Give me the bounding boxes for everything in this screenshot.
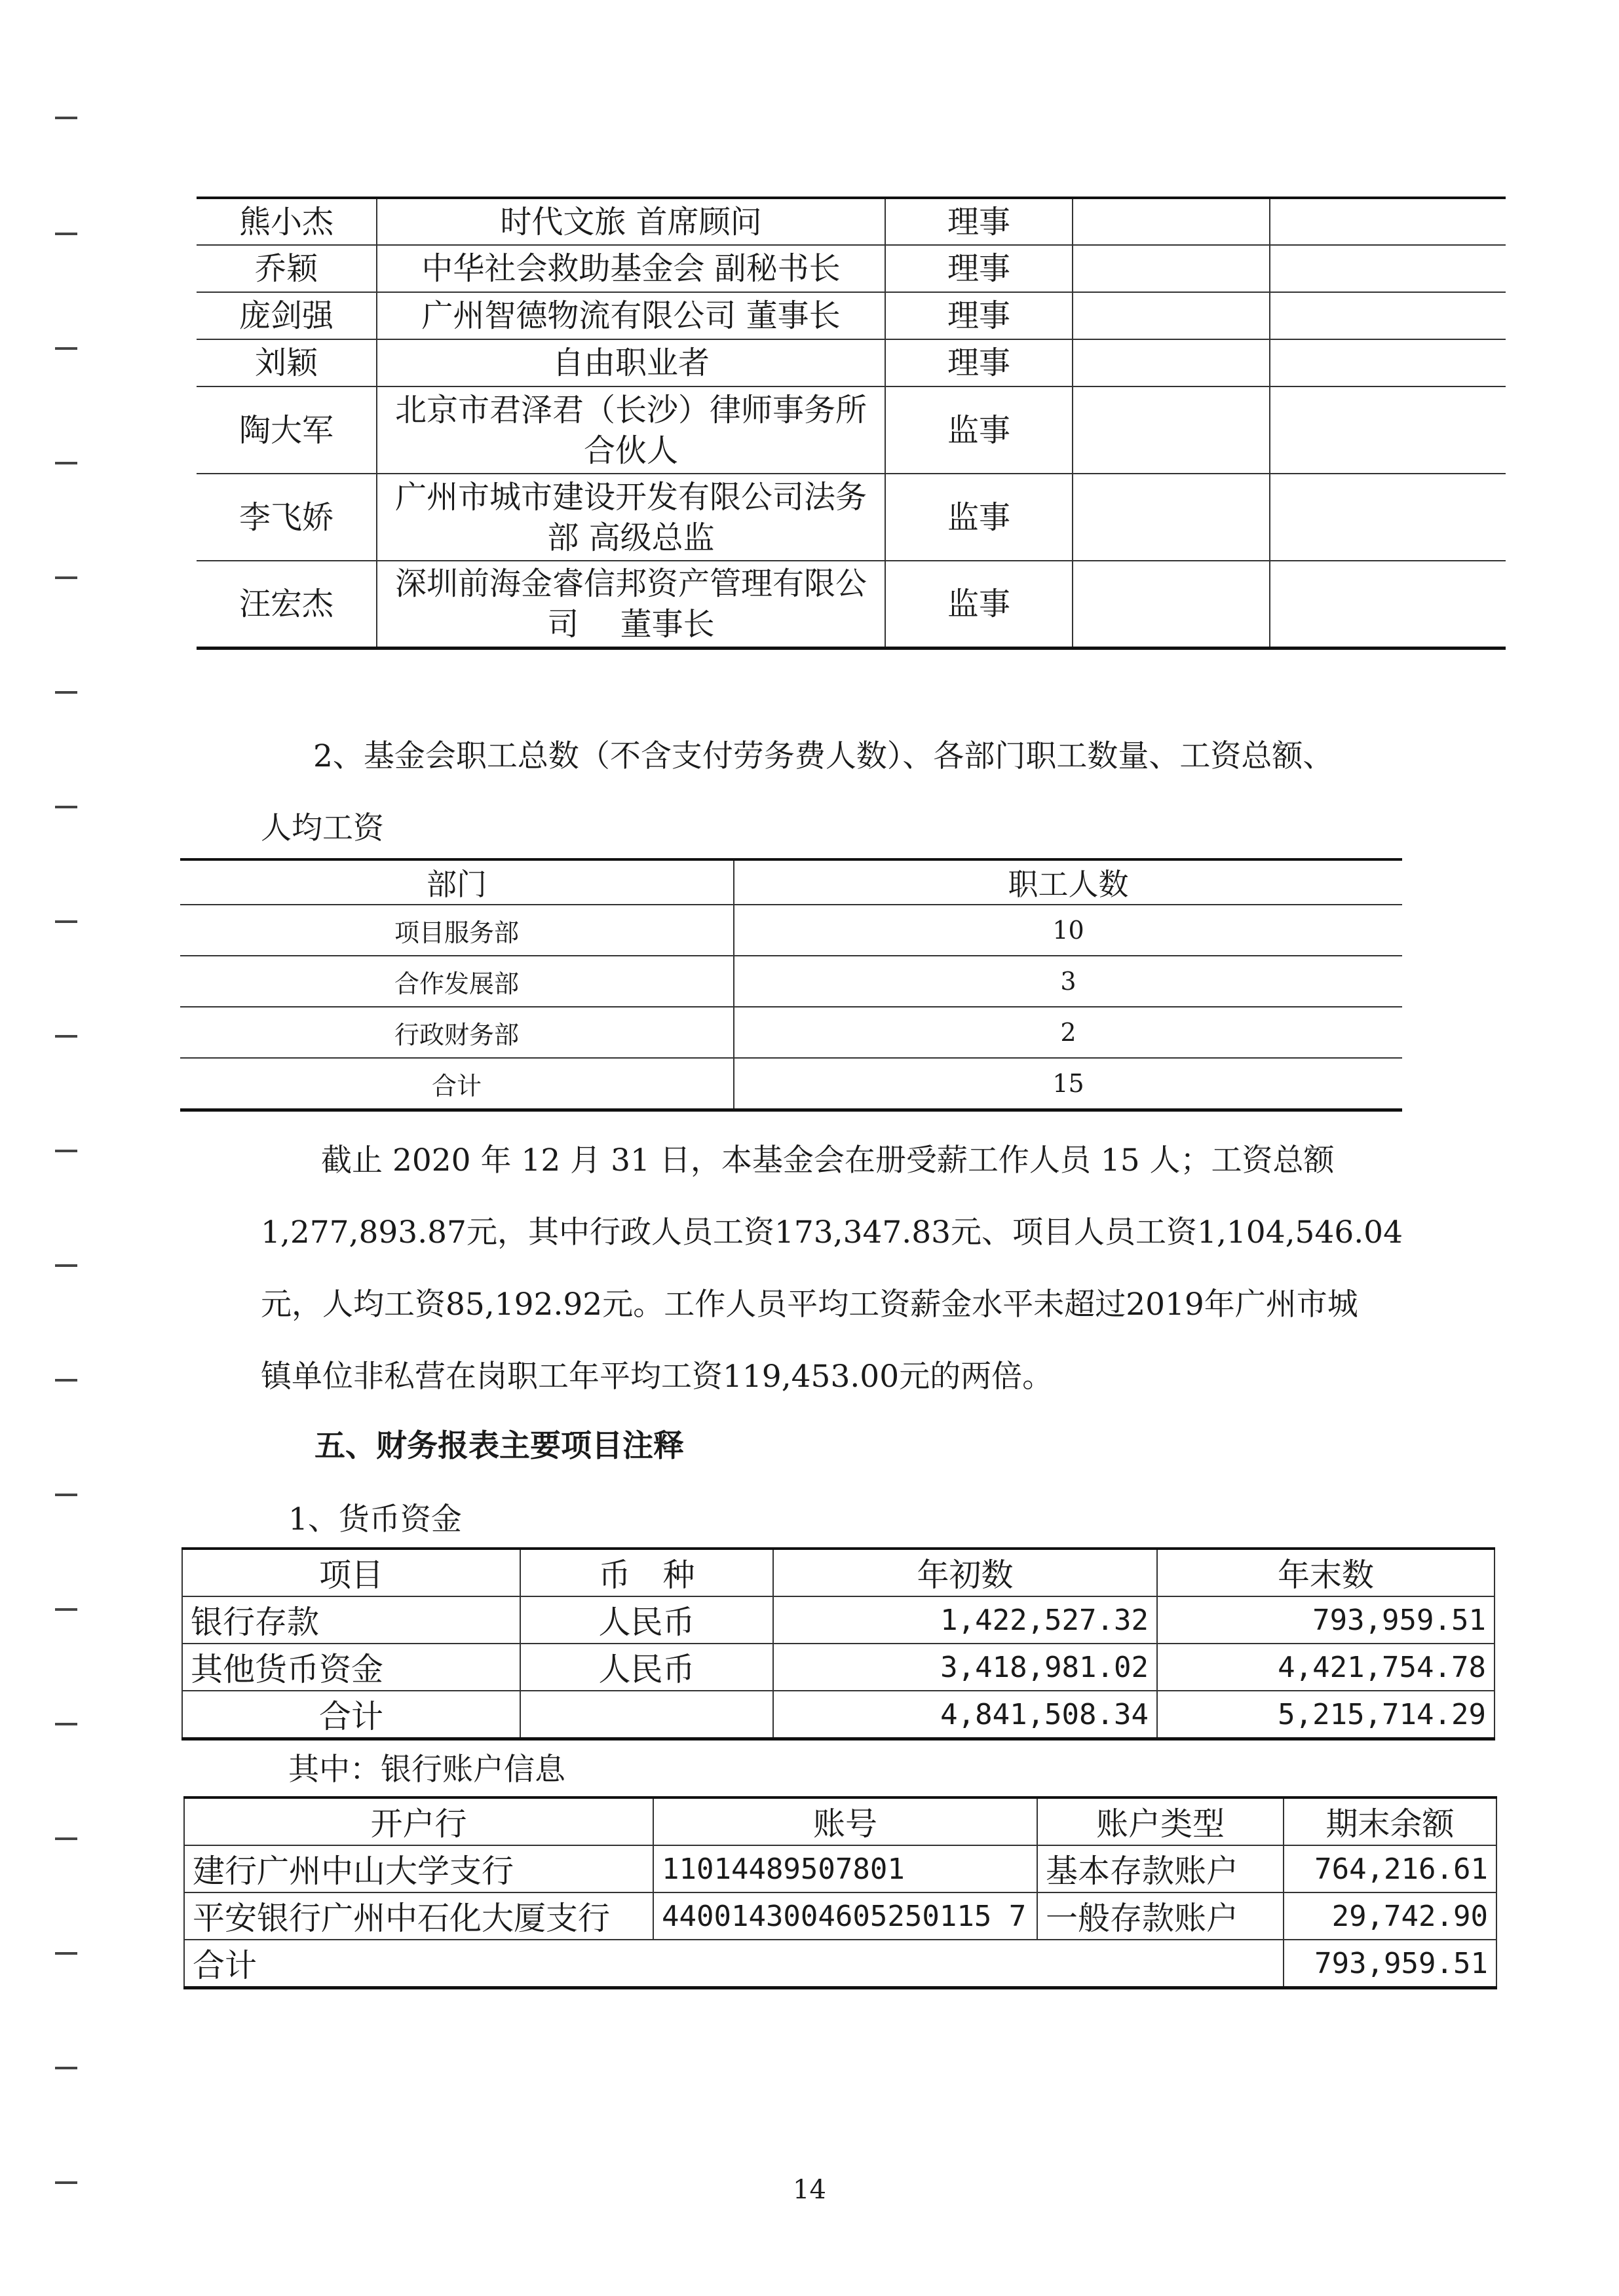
margin-mark [55, 691, 77, 694]
table-row [180, 1007, 1402, 1058]
member-org [377, 386, 885, 474]
dept-name: 项目服务部 [180, 905, 734, 956]
dept-name: 行政财务部 [180, 1007, 734, 1058]
margin-mark [55, 1379, 77, 1382]
table-header-row [182, 1549, 1495, 1596]
member-name: 乔颖 [197, 245, 377, 292]
org-line: 广州市城市建设开发有限公司法务 [394, 478, 867, 516]
table-row [197, 198, 1506, 245]
bank-balance: 29,742.90 [1284, 1892, 1496, 1940]
cash-begin: 4,841,508.34 [773, 1691, 1157, 1739]
margin-mark [55, 1494, 77, 1496]
page-number: 14 [793, 2175, 826, 2205]
header-begin: 年初数 [773, 1549, 1157, 1596]
salary-line: 1,277,893.87元，其中行政人员工资173,347.83元、项目人员工资1,104,546.04 [261, 1214, 1403, 1251]
empty-cell [1073, 292, 1270, 339]
margin-mark [55, 1952, 77, 1955]
table-row [197, 474, 1506, 561]
salary-line: 截止 2020 年 12 月 31 日，本基金会在册受薪工作人员 15 人；工资总额 [321, 1142, 1335, 1178]
table-header-row [180, 859, 1402, 905]
bank-balance: 764,216.61 [1284, 1845, 1496, 1892]
cash-begin: 3,418,981.02 [773, 1644, 1157, 1691]
salary-line: 镇单位非私营在岗职工年平均工资119,453.00元的两倍。 [261, 1359, 1054, 1395]
table-row [197, 561, 1506, 648]
bank-name: 建行广州中山大学支行 [184, 1845, 653, 1892]
cash-item: 合计 [182, 1691, 520, 1739]
margin-mark [55, 1723, 77, 1725]
salary-line: 元，人均工资85,192.92元。工作人员平均工资薪金水平未超过2019年广州市城 [261, 1287, 1358, 1323]
empty-cell [1270, 474, 1506, 561]
header-type: 账户类型 [1037, 1797, 1284, 1845]
margin-mark [55, 576, 77, 579]
empty-cell [1270, 292, 1506, 339]
member-org: 广州智德物流有限公司 董事长 [377, 292, 885, 339]
member-role: 监事 [885, 474, 1073, 561]
margin-mark [55, 1608, 77, 1611]
margin-mark [55, 920, 77, 923]
cash-end: 5,215,714.29 [1157, 1691, 1495, 1739]
cash-item: 银行存款 [182, 1596, 520, 1644]
cash-currency: 人民币 [520, 1596, 773, 1644]
cash-end: 4,421,754.78 [1157, 1644, 1495, 1691]
header-dept: 部门 [180, 859, 734, 905]
margin-mark [55, 1150, 77, 1152]
org-line: 北京市君泽君（长沙）律师事务所 [394, 391, 867, 428]
member-role: 理事 [885, 198, 1073, 245]
bank-accounts-table [183, 1796, 1497, 1989]
header-item: 项目 [182, 1549, 520, 1596]
header-bank: 开户行 [184, 1797, 653, 1845]
header-end: 年末数 [1157, 1549, 1495, 1596]
dept-name: 合计 [180, 1058, 734, 1110]
empty-cell [1073, 245, 1270, 292]
staff-heading-line2: 人均工资 [261, 810, 384, 846]
margin-mark [55, 806, 77, 808]
header-account: 账号 [653, 1797, 1037, 1845]
member-org [377, 561, 885, 648]
cash-currency [520, 1691, 773, 1739]
margin-mark [55, 2181, 77, 2184]
empty-cell [1270, 245, 1506, 292]
table-row [197, 386, 1506, 474]
margin-mark [55, 1264, 77, 1267]
margin-mark [55, 347, 77, 350]
table-row [197, 245, 1506, 292]
cash-currency: 人民币 [520, 1644, 773, 1691]
table-row [197, 339, 1506, 386]
bank-total-label: 合计 [184, 1940, 1284, 1988]
org-line: 合伙人 [583, 432, 678, 469]
empty-cell [1270, 386, 1506, 474]
member-org: 时代文旅 首席顾问 [377, 198, 885, 245]
empty-cell [1073, 474, 1270, 561]
table-row [180, 905, 1402, 956]
margin-mark [55, 233, 77, 235]
table-row [184, 1892, 1496, 1940]
member-role: 理事 [885, 292, 1073, 339]
member-role: 理事 [885, 245, 1073, 292]
bank-name: 平安银行广州中石化大厦支行 [184, 1892, 653, 1940]
table-row [180, 1058, 1402, 1110]
cash-item: 其他货币资金 [182, 1644, 520, 1691]
table-row [180, 956, 1402, 1007]
dept-count: 10 [734, 905, 1402, 956]
bank-type: 一般存款账户 [1037, 1892, 1284, 1940]
header-balance: 期末余额 [1284, 1797, 1496, 1845]
member-org: 中华社会救助基金会 副秘书长 [377, 245, 885, 292]
dept-name: 合作发展部 [180, 956, 734, 1007]
empty-cell [1073, 339, 1270, 386]
member-name: 刘颖 [197, 339, 377, 386]
table-row [197, 292, 1506, 339]
member-role: 监事 [885, 386, 1073, 474]
cash-begin: 1,422,527.32 [773, 1596, 1157, 1644]
cash-table [181, 1547, 1495, 1741]
member-name: 庞剑强 [197, 292, 377, 339]
header-count: 职工人数 [734, 859, 1402, 905]
staff-table [180, 858, 1402, 1112]
member-org [377, 474, 885, 561]
member-name: 李飞娇 [197, 474, 377, 561]
member-org: 自由职业者 [377, 339, 885, 386]
dept-count: 15 [734, 1058, 1402, 1110]
subsection-heading: 1、货币资金 [288, 1501, 462, 1537]
section-heading: 五、财务报表主要项目注释 [314, 1428, 684, 1464]
member-name: 陶大军 [197, 386, 377, 474]
margin-mark [55, 1837, 77, 1840]
empty-cell [1073, 198, 1270, 245]
empty-cell [1073, 561, 1270, 648]
empty-cell [1270, 561, 1506, 648]
table-header-row [184, 1797, 1496, 1845]
org-line: 深圳前海金睿信邦资产管理有限公 [394, 565, 867, 602]
margin-mark [55, 117, 77, 119]
dept-count: 3 [734, 956, 1402, 1007]
bank-account: 4400143004605250115 7 [653, 1892, 1037, 1940]
table-row [182, 1596, 1495, 1644]
member-role: 监事 [885, 561, 1073, 648]
margin-mark [55, 462, 77, 464]
org-line: 司 董事长 [547, 605, 715, 643]
bank-caption: 其中：银行账户信息 [288, 1752, 565, 1788]
member-role: 理事 [885, 339, 1073, 386]
empty-cell [1270, 198, 1506, 245]
header-currency: 币 种 [520, 1549, 773, 1596]
bank-total-value: 793,959.51 [1284, 1940, 1496, 1988]
empty-cell [1073, 386, 1270, 474]
member-name: 熊小杰 [197, 198, 377, 245]
table-row [182, 1691, 1495, 1739]
empty-cell [1270, 339, 1506, 386]
table-row [184, 1845, 1496, 1892]
table-row [182, 1644, 1495, 1691]
margin-mark [55, 2067, 77, 2069]
bank-type: 基本存款账户 [1037, 1845, 1284, 1892]
cash-end: 793,959.51 [1157, 1596, 1495, 1644]
table-row [184, 1940, 1496, 1988]
staff-heading-line1: 2、基金会职工总数（不含支付劳务费人数）、各部门职工数量、工资总额、 [313, 738, 1334, 774]
board-members-table [197, 197, 1506, 650]
member-name: 汪宏杰 [197, 561, 377, 648]
dept-count: 2 [734, 1007, 1402, 1058]
margin-mark [55, 1035, 77, 1038]
org-line: 部 高级总监 [547, 519, 715, 556]
bank-account: 11014489507801 [653, 1845, 1037, 1892]
